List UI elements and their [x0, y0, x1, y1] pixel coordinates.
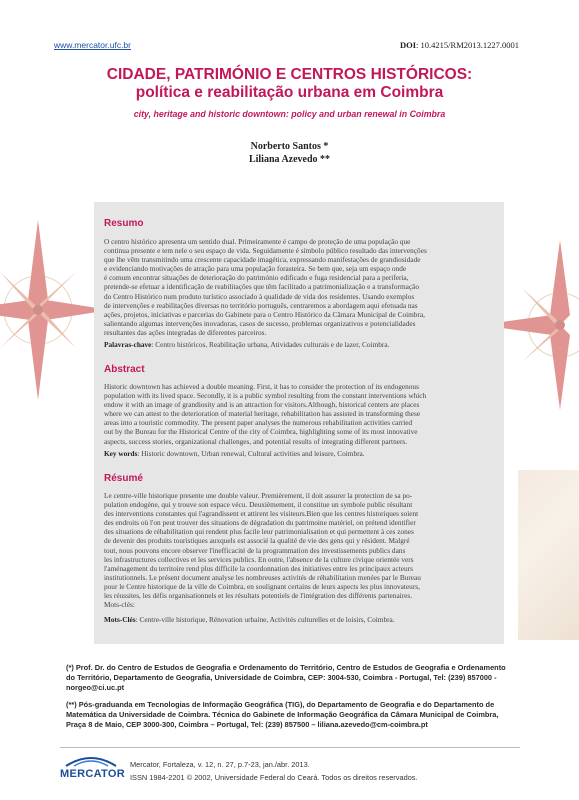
article-title-line-1: CIDADE, PATRIMÓNIO E CENTROS HISTÓRICOS:	[106, 66, 473, 83]
abstract-text-line: endow it with an image of grandiosity and is an attraction for visitors.Although, historical centers are places	[104, 400, 420, 410]
resume-heading: Résumé	[104, 473, 143, 484]
footnote-author-1	[66, 663, 521, 694]
resumo-text-line: do Centro Histórico num produto turístico associado à qualidade de vida dos residentes. Usando exemplos	[104, 291, 415, 301]
resumo-text-line: é comum encontrar situações de deterioração do património edificado e fuga residencial para a periferia,	[104, 273, 409, 283]
resumo-text	[104, 237, 497, 337]
resumo-text-line: de intervenções e reabilitações diversas no território português, centraremos a abordagem aqui efetuada nas	[104, 300, 418, 310]
doi-reference	[400, 40, 519, 50]
footnote-1-line: do Território, Departamento de Geografia, Universidade de Coimbra, CEP: 3004-530, Coimbra - Portugal, Tel: (239) 857000 -	[66, 673, 497, 683]
abstract-text-line: population with its lived space. Secondly, it is a public symbol resulting from the constant interventions which	[104, 391, 427, 401]
resume-text-line: des endroits où l'on peut trouver des situations de dégradation du patrimoine matériel, on prétend identifier	[104, 518, 416, 528]
abstract-text-line: aspects, success stories, organizational challenges, and potential results of integrating different partners.	[104, 436, 408, 446]
footnote-2-line: (**) Pós-graduanda em Tecnologias de Informação Geográfica (TIG), do Departamento de Geografia e do Departamento de	[66, 700, 495, 709]
resumo-text-line: continua presente e tem nele o seu espaço de vida. Seguidamente é símbolo público resultado das intervenções	[104, 246, 427, 256]
resume-text-line: Le centre-ville historique presente une double valeur. Premièrement, il doit assurer la protection de sa po-	[104, 491, 413, 500]
abstract-keywords-label: Key words	[104, 449, 138, 458]
author-2: Liliana Azevedo **	[248, 154, 331, 165]
doi-value: : 10.4215/RM2013.1227.0001	[416, 40, 519, 50]
resumo-text-line: resultantes das ações integradas de diferentes parceiros.	[104, 327, 267, 337]
abstract-text	[104, 382, 497, 446]
resume-text-line: les infrastructures collectives et les services publics. En outre, l'absence de la culture civique orientée vers	[104, 554, 414, 564]
resume-text-line: l'aménagement du territoire rend plus difficile la coordonnation des initiatives entre les principaux acteurs	[104, 563, 413, 573]
resumo-text-line: e evidenciando motivações de atração para uma população forasteira. Se bem que, seja um espaço onde	[104, 264, 407, 274]
mercator-logo-text: MERCATOR	[60, 768, 125, 780]
footer-divider	[60, 747, 520, 748]
resumo-text-line: que lhe vêm transmitindo uma crescente capacidade imagética, expressando manifestações de grandiosidade	[104, 255, 421, 265]
resumo-heading: Resumo	[104, 218, 144, 229]
abstract-keywords-text: : Historic downtown, Urban renewal, Cultural activities and leisure, Coimbra.	[137, 449, 365, 458]
english-title: city, heritage and historic downtown: policy and urban renewal in Coimbra	[133, 109, 446, 119]
resumo-text-line: ações, projetos, iniciativas e parcerias do Gabinete para o Centro Histórico da Câmara Municipal de Coimbra,	[104, 309, 425, 319]
resume-text-line: des situations de réhabilitation qui rendent plus facile leur patrimonialisation et qui permettent à ces zones	[104, 527, 414, 537]
resume-text-line: pour le Centre historique de la ville de Coimbra, en soulignant certains de leurs aspects les plus innovateurs,	[104, 581, 420, 591]
resumo-keywords-text: : Centro históricos, Reabilitação urbana, Atividades culturais e de lazer, Coimbra.	[151, 340, 390, 349]
abstract-text-line: out by the Bureau for the Historical Centre of the city of Coimbra, highlighting some of its most innovative	[104, 427, 418, 437]
journal-site-link[interactable]: www.mercator.ufc.br	[54, 40, 131, 50]
abstract-text-line: areas into a touristic commodity. The present paper analyses the numerous rehabilitation activities carried	[104, 418, 413, 428]
resume-keywords	[104, 615, 497, 624]
resumo-text-line: pretende-se efetuar a identificação de reabilitações que têm facilitado a patrimonialização e a transformação	[104, 282, 420, 292]
abstract-keywords	[104, 449, 497, 458]
footnote-1-line: norgeo@ci.uc.pt	[66, 683, 125, 693]
resume-text-line: des interventions constantes qui l'agrandissent et attirent les visiteurs.Bien que les centres historiques soient	[104, 509, 419, 519]
abstract-text-line: where we can attest to the deterioration of material heritage, rehabilitation has assisted in transforming these	[104, 409, 421, 419]
footnote-1-line: (*) Prof. Dr. do Centro de Estudos de Geografia e Ordenamento do Território, Centro de Estudos de Geografia e Ordenamento	[66, 663, 506, 672]
resume-text-line: de devenir des produits touristiques auxquels est associé la qualité de vie des gens qui y résident. Malgré	[104, 536, 410, 546]
journal-issn-copyright: ISSN 1984-2201 © 2002, Universidade Federal do Ceará. Todos os direitos reservados.	[130, 773, 418, 782]
footnote-2-line: Praça 8 de Maio, CEP 3000-300, Coimbra – Portugal, Tel: (239) 857500 – liliana.azevedo@cm-coimbra.pt	[66, 720, 428, 730]
resume-keywords-text: : Centre-ville historique, Rénovation urbaine, Activités culturelles et de loisirs, Coimbra.	[135, 615, 395, 624]
resume-text	[104, 491, 497, 609]
resumo-keywords-label: Palavras-chave	[104, 340, 152, 349]
article-title-line-2: política e reabilitação urbana em Coimbra	[135, 84, 444, 101]
mercator-logo	[60, 752, 125, 786]
resume-text-line: pulation endogène, qui y trouve son espace vécu. Deuxièmement, il constitue un symbole public résultant	[104, 500, 413, 510]
resume-text-line: les réussites, les défis organisationnels et les résultats potentiels de l'intégration des différents partenaires.	[104, 591, 413, 601]
abstract-heading: Abstract	[104, 364, 145, 375]
footnote-author-2	[66, 700, 521, 731]
doi-label: DOI	[399, 40, 417, 50]
resumo-keywords	[104, 340, 497, 349]
footnote-2-line: Matemática da Universidade de Coimbra. Técnica do Gabinete de Informação Geográfica da Câmara Municipal de Coimbra,	[66, 710, 499, 720]
resume-text-line: tout, nous pouvons encore observer l'inefficacité de la programmation des investissements publics dans	[104, 545, 406, 555]
journal-citation: Mercator, Fortaleza, v. 12, n. 27, p.7-23, jan./abr. 2013.	[130, 760, 310, 769]
abstract-text-line: Historic downtown has achieved a double meaning. First, it has to consider the protection of its endogenous	[104, 382, 419, 391]
resume-text-line: institutionnels. Le présent document analyse les nombreuses activités de réhabilitation menées par le Bureau	[104, 572, 421, 582]
resume-text-line: Mots-clés:	[104, 600, 135, 610]
resumo-text-line: O centro histórico apresenta um sentido dual. Primeiramente é campo de proteção de uma população que	[104, 237, 411, 246]
resumo-text-line: salientando algumas intervenções inovadoras, casos de sucesso, problemas organizativos e potencialidades	[104, 318, 416, 328]
article-title	[0, 66, 579, 102]
map-image-decoration	[518, 470, 579, 640]
resume-keywords-label: Mots-Clés	[104, 615, 136, 624]
author-1: Norberto Santos *	[250, 141, 329, 152]
